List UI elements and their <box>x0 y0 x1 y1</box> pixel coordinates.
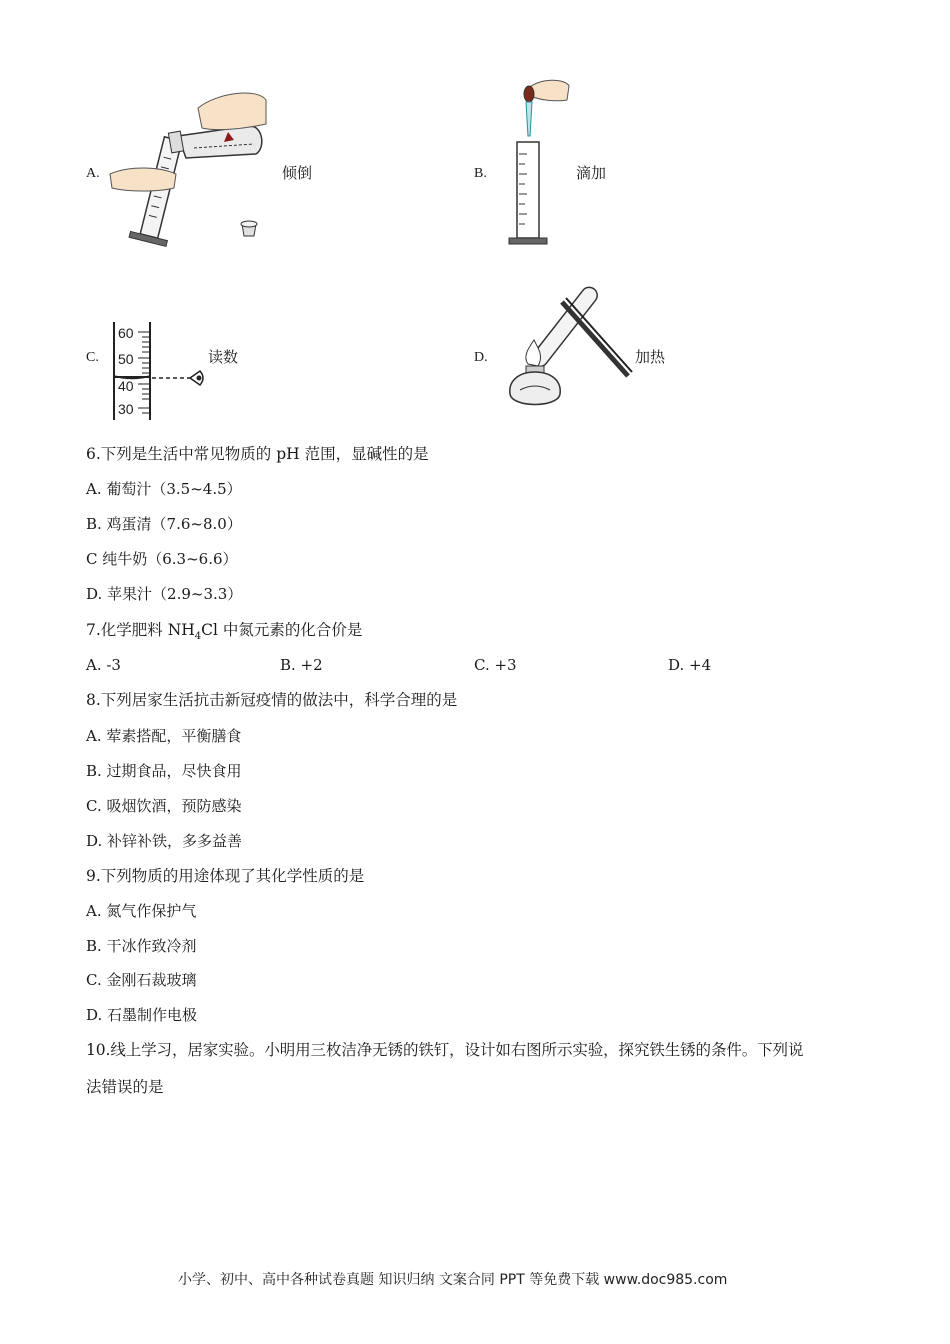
option-a-letter: A. <box>86 166 100 181</box>
page-footer: 小学、初中、高中各种试卷真题 知识归纳 文案合同 PPT 等免费下载 www.doc985.com <box>178 1272 728 1288</box>
question-6-option-a: A. 葡萄汁（3.5~4.5） <box>86 480 242 498</box>
question-7-option-b: B. +2 <box>280 656 323 674</box>
option-b-label: 滴加 <box>576 164 607 182</box>
question-10-stem-line2: 法错误的是 <box>86 1078 164 1096</box>
dropping-illustration <box>505 78 575 248</box>
option-c-letter: C. <box>86 350 99 365</box>
question-8-option-b: B. 过期食品，尽快食用 <box>86 762 242 780</box>
option-a-label: 倾倒 <box>282 164 313 182</box>
scale-60: 60 <box>118 325 134 341</box>
heating-illustration <box>500 286 635 418</box>
question-7-option-d: D. +4 <box>668 656 712 674</box>
subscript-4: 4 <box>194 631 202 643</box>
question-9-option-a: A. 氮气作保护气 <box>86 902 197 920</box>
option-b-letter: B. <box>474 166 487 181</box>
question-6-option-c: C 纯牛奶（6.3~6.6） <box>86 550 238 568</box>
question-6-stem: 6.下列是生活中常见物质的 pH 范围，显碱性的是 <box>86 445 429 463</box>
question-8-stem: 8.下列居家生活抗击新冠疫情的做法中，科学合理的是 <box>86 691 458 709</box>
option-d-letter: D. <box>474 350 488 365</box>
scale-50: 50 <box>118 351 134 367</box>
question-8-option-d: D. 补锌补铁，多多益善 <box>86 832 243 850</box>
scale-30: 30 <box>118 401 134 417</box>
question-9-option-d: D. 石墨制作电极 <box>86 1006 198 1024</box>
question-8-option-c: C. 吸烟饮酒，预防感染 <box>86 797 242 815</box>
pouring-illustration <box>108 88 268 248</box>
question-7-option-c: C. +3 <box>474 656 517 674</box>
question-9-option-b: B. 干冰作致冷剂 <box>86 937 197 955</box>
option-d-label: 加热 <box>635 348 666 366</box>
question-9-option-c: C. 金刚石裁玻璃 <box>86 971 197 989</box>
question-6-option-b: B. 鸡蛋清（7.6~8.0） <box>86 515 242 533</box>
reading-illustration <box>108 318 208 424</box>
scale-40: 40 <box>118 378 134 394</box>
question-8-option-a: A. 荤素搭配，平衡膳食 <box>86 727 242 745</box>
question-7-stem: 7.化学肥料 $NH_4Cl$ 中氮元素的化合价是 <box>86 621 363 643</box>
question-6-option-d: D. 苹果汁（2.9~3.3） <box>86 585 243 603</box>
question-7-option-a: A. -3 <box>86 656 121 674</box>
question-9-stem: 9.下列物质的用途体现了其化学性质的是 <box>86 867 365 885</box>
question-10-stem-line1: 10.线上学习，居家实验。小明用三枚洁净无锈的铁钉，设计如右图所示实验，探究铁生锈的条件。下列说 <box>86 1041 804 1059</box>
option-c-label: 读数 <box>208 348 239 366</box>
